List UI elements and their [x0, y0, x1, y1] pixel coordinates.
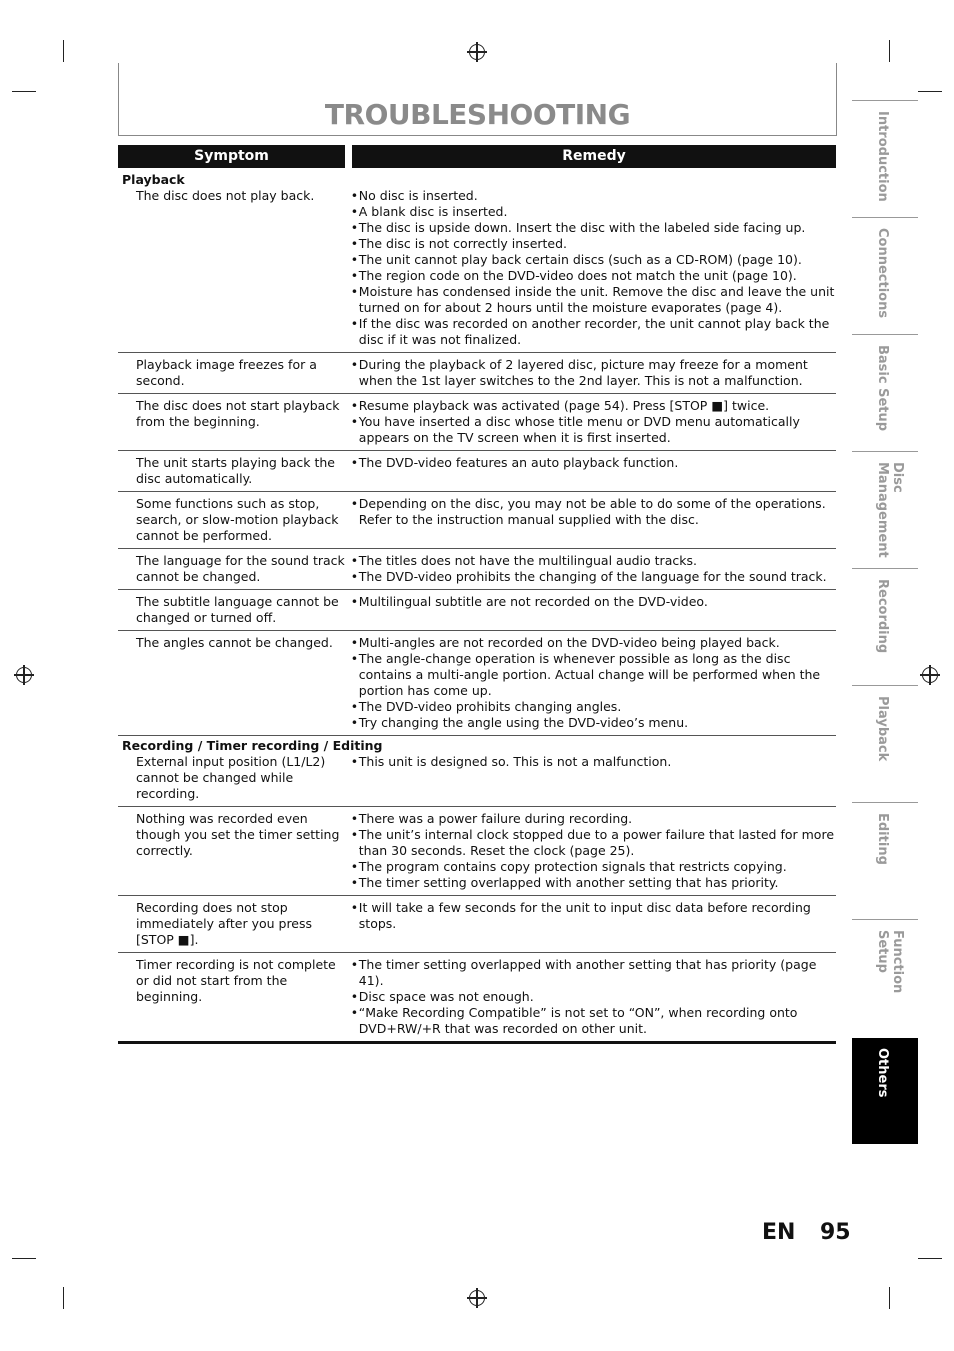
table-row — [118, 491, 836, 548]
side-tab-disc-management[interactable] — [852, 451, 918, 560]
symptom-cell: Timer recording is not complete or did not start from the beginning. — [136, 957, 336, 1004]
side-tab-label: Function Setup — [875, 930, 905, 994]
side-tab-recording[interactable] — [852, 568, 918, 677]
remedy-cell — [347, 635, 836, 731]
side-tab-label: Disc Management — [875, 462, 905, 558]
side-tab-label: Introduction — [875, 111, 890, 202]
language-code: EN — [762, 1220, 796, 1245]
table-row — [118, 352, 836, 393]
side-tab-playback[interactable] — [852, 685, 918, 794]
remedy-item: • You have inserted a disc whose title menu or DVD menu automatically appears on the TV screen when it is first inserted. — [351, 414, 836, 446]
side-tab-label: Playback — [875, 696, 890, 762]
remedy-item: • The unit’s internal clock stopped due to a power failure that lasted for more than 30 seconds. Reset the clock (page 25). — [351, 827, 836, 859]
remedy-cell — [347, 398, 836, 446]
page-title: TROUBLESHOOTING — [324, 98, 631, 131]
remedy-item: • The timer setting overlapped with another setting that has priority. — [351, 875, 836, 891]
table-row — [118, 548, 836, 589]
remedy-item: • The program contains copy protection signals that restricts copying. — [351, 859, 836, 875]
section-title: Playback — [122, 172, 185, 187]
symptom-cell: External input position (L1/L2) cannot be changed while recording. — [136, 754, 326, 801]
table-row — [118, 952, 836, 1041]
table-row — [118, 630, 836, 735]
symptom-header: Symptom — [118, 145, 345, 168]
registration-mark-icon — [469, 1290, 485, 1306]
remedy-cell — [347, 553, 836, 585]
symptom-cell: Recording does not stop immediately after you press [STOP ■]. — [136, 900, 313, 947]
remedy-cell — [347, 900, 836, 948]
side-tab-label: Connections — [875, 228, 890, 319]
side-tab-editing[interactable] — [852, 802, 918, 911]
remedy-item: • Multi-angles are not recorded on the DVD-video being played back. — [351, 635, 836, 651]
symptom-cell: The language for the sound track cannot be changed. — [136, 553, 345, 584]
table-row — [118, 589, 836, 630]
remedy-item: • Try changing the angle using the DVD-video’s menu. — [351, 715, 836, 731]
remedy-item: • The region code on the DVD-video does not match the unit (page 10). — [351, 268, 836, 284]
remedy-item: • Depending on the disc, you may not be able to do some of the operations. Refer to the instruction manual supplied with the disc. — [351, 496, 836, 528]
side-tab-label: Others — [875, 1048, 890, 1098]
remedy-item: • The DVD-video features an auto playback function. — [351, 455, 836, 471]
symptom-cell: The unit starts playing back the disc automatically. — [136, 455, 335, 486]
remedy-item: • The titles does not have the multilingual audio tracks. — [351, 553, 836, 569]
remedy-cell — [347, 811, 836, 891]
remedy-cell — [347, 754, 836, 802]
remedy-item: • Multilingual subtitle are not recorded on the DVD-video. — [351, 594, 836, 610]
registration-mark-icon — [922, 667, 938, 683]
remedy-item: • It will take a few seconds for the unit to input disc data before recording stops. — [351, 900, 836, 932]
remedy-cell — [347, 455, 836, 487]
symptom-cell: The disc does not start playback from the beginning. — [136, 398, 340, 429]
side-tab-label: Basic Setup — [875, 345, 890, 432]
side-tab-connections[interactable] — [852, 217, 918, 326]
remedy-cell — [347, 594, 836, 626]
remedy-item: • A blank disc is inserted. — [351, 204, 836, 220]
remedy-item: • The DVD-video prohibits changing angles. — [351, 699, 836, 715]
page-number: 95 — [820, 1220, 851, 1245]
symptom-cell: The disc does not play back. — [136, 188, 315, 203]
remedy-item: • If the disc was recorded on another recorder, the unit cannot play back the disc if it was not finalized. — [351, 316, 836, 348]
side-tab-label: Recording — [875, 579, 890, 654]
remedy-item: • Disc space was not enough. — [351, 989, 836, 1005]
troubleshooting-table — [118, 170, 836, 1044]
remedy-item: • This unit is designed so. This is not a malfunction. — [351, 754, 836, 770]
remedy-item: • The disc is not correctly inserted. — [351, 236, 836, 252]
table-row — [118, 895, 836, 952]
symptom-cell: The subtitle language cannot be changed or turned off. — [136, 594, 339, 625]
side-tabs — [852, 100, 918, 1152]
side-tab-introduction[interactable] — [852, 100, 918, 209]
remedy-item: • No disc is inserted. — [351, 188, 836, 204]
remedy-header: Remedy — [352, 145, 836, 168]
remedy-cell — [347, 957, 836, 1037]
table-row — [118, 450, 836, 491]
section-title: Recording / Timer recording / Editing — [118, 735, 836, 754]
registration-mark-icon — [16, 667, 32, 683]
side-tab-others[interactable] — [852, 1038, 918, 1144]
symptom-cell: Playback image freezes for a second. — [136, 357, 317, 388]
table-row — [118, 754, 836, 806]
remedy-cell — [347, 188, 836, 348]
table-row — [118, 806, 836, 895]
symptom-cell: The angles cannot be changed. — [136, 635, 333, 650]
remedy-item: • During the playback of 2 layered disc, picture may freeze for a moment when the 1st layer switches to the 2nd layer. This is not a malfunction. — [351, 357, 836, 389]
symptom-cell: Some functions such as stop, search, or slow-motion playback cannot be performed. — [136, 496, 339, 543]
remedy-item: • The DVD-video prohibits the changing of the language for the sound track. — [351, 569, 836, 585]
remedy-item: • The unit cannot play back certain discs (such as a CD-ROM) (page 10). — [351, 252, 836, 268]
registration-mark-icon — [469, 44, 485, 60]
remedy-cell — [347, 357, 836, 389]
remedy-item: • The disc is upside down. Insert the disc with the labeled side facing up. — [351, 220, 836, 236]
side-tab-basic-setup[interactable] — [852, 334, 918, 443]
symptom-cell: Nothing was recorded even though you set the timer setting correctly. — [136, 811, 340, 858]
table-row — [118, 393, 836, 450]
remedy-item: • Resume playback was activated (page 54). Press [STOP ■] twice. — [351, 398, 836, 414]
remedy-cell — [347, 496, 836, 544]
remedy-item: • The timer setting overlapped with another setting that has priority (page 41). — [351, 957, 836, 989]
remedy-item: • There was a power failure during recording. — [351, 811, 836, 827]
remedy-item: • Moisture has condensed inside the unit. Remove the disc and leave the unit turned on for about 2 hours until the moisture evaporates (page 4). — [351, 284, 836, 316]
side-tab-function-setup[interactable] — [852, 919, 918, 1028]
side-tab-label: Editing — [875, 813, 890, 865]
remedy-item: • The angle-change operation is whenever possible as long as the disc contains a multi-angle portion. Actual change will be performed when the portion has come up. — [351, 651, 836, 699]
table-row — [118, 188, 836, 352]
remedy-item: • “Make Recording Compatible” is not set to “ON”, when recording onto DVD+RW/+R that was recorded on other unit. — [351, 1005, 836, 1037]
